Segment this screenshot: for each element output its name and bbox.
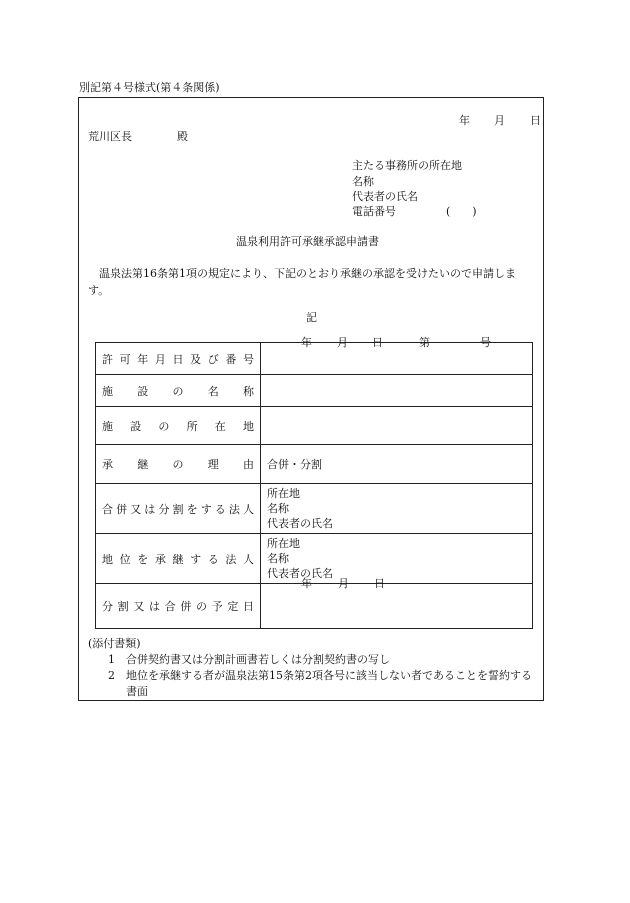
date-day: 日: [530, 114, 541, 127]
row-label: 許可年月日及び番号: [96, 343, 261, 375]
permit-month: 月: [337, 336, 348, 349]
planned-date-value: [261, 577, 533, 629]
applicant-name-label: 名称: [352, 175, 374, 188]
planned-day: 日: [374, 577, 385, 590]
line-representative: 代表者の氏名: [267, 517, 333, 530]
table-row: [96, 407, 533, 445]
ki-heading: 記: [306, 311, 317, 324]
planned-month: 月: [338, 577, 349, 590]
row-label: 承継の理由: [96, 445, 261, 484]
line-name: 名称: [267, 502, 289, 515]
permit-dai: 第: [419, 336, 430, 349]
addressee-honorific: 殿: [177, 130, 188, 143]
applicant-address-label: 主たる事務所の所在地: [352, 159, 462, 172]
date-year: 年: [459, 114, 470, 127]
row-label: 地位を承継する法人: [96, 534, 261, 584]
attachment-text: 合併契約書又は分割計画書若しくは分割契約書の写し: [126, 653, 390, 666]
line-address: 所在地: [267, 537, 300, 550]
line-name: 名称: [267, 552, 289, 565]
table-row: [96, 484, 533, 534]
applicant-phone-parens: ( ): [446, 205, 477, 218]
applicant-representative-label: 代表者の氏名: [352, 190, 418, 203]
facility-name-value: [261, 375, 533, 407]
permit-value: [261, 336, 533, 375]
permit-go: 号: [480, 336, 491, 349]
document-title: 温泉利用許可承継承認申請書: [236, 235, 379, 248]
table-row: [96, 534, 533, 584]
attachment-item: [108, 668, 538, 700]
date-month: 月: [494, 114, 505, 127]
merging-corp-value: [261, 484, 533, 534]
planned-year: 年: [301, 577, 312, 590]
application-body: 温泉法第16条第1項の規定により、下記のとおり承継の承認を受けたいので申請します。: [88, 267, 516, 297]
row-label: 施設の所在地: [96, 407, 261, 445]
attachment-number: 2: [108, 669, 115, 682]
application-table: [95, 336, 533, 629]
facility-location-value: [261, 407, 533, 445]
line-representative: 代表者の氏名: [267, 567, 333, 580]
addressee-name: 荒川区長: [88, 130, 132, 143]
successor-corp-value: [261, 534, 533, 584]
table-row: [96, 445, 533, 484]
applicant-phone-label: 電話番号: [352, 205, 396, 218]
row-label: 分割又は合併の予定日: [96, 584, 261, 629]
line-address: 所在地: [267, 487, 300, 500]
table-row: [96, 584, 533, 629]
succession-reason-value: 合併・分割: [261, 445, 533, 484]
permit-year: 年: [301, 336, 312, 349]
table-row: [96, 343, 533, 375]
permit-day: 日: [372, 336, 383, 349]
form-number: 別記第４号様式(第４条関係): [79, 81, 220, 94]
row-label: 施設の名称: [96, 375, 261, 407]
attachment-number: 1: [108, 653, 115, 666]
row-label: 合併又は分割をする法人: [96, 484, 261, 534]
table-row: [96, 375, 533, 407]
attachment-item: [108, 652, 538, 668]
attachments: [88, 636, 538, 700]
attachment-text: 地位を承継する者が温泉法第15条第2項各号に該当しない者であることを誓約する書面: [126, 669, 532, 698]
attachments-heading: (添付書類): [88, 637, 141, 650]
